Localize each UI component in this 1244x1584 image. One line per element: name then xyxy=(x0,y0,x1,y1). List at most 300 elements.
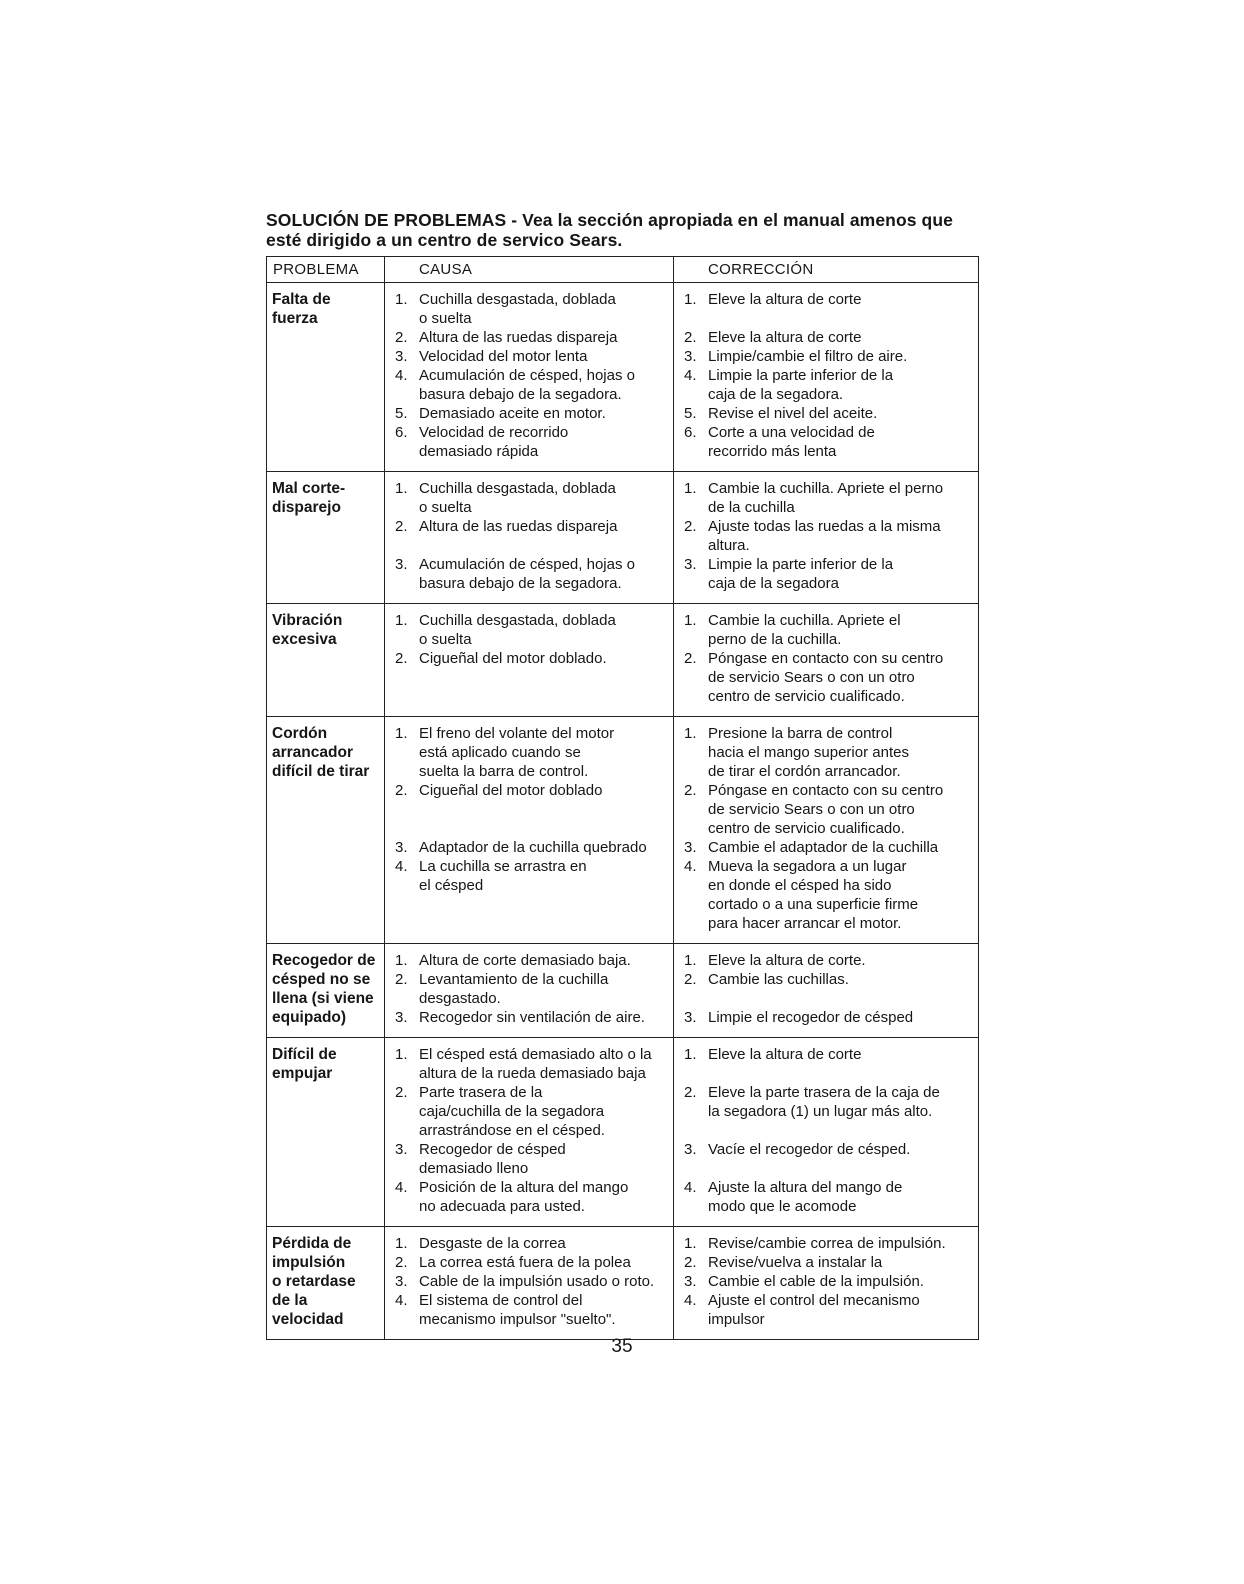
item-text-line: Limpie/cambie el filtro de aire. xyxy=(708,348,908,365)
item-number: 1. xyxy=(395,480,408,497)
item-text xyxy=(708,951,974,970)
item-text-line: de servicio Sears o con un otro xyxy=(708,669,915,686)
problem-text: empujar xyxy=(272,1065,333,1082)
cause-cell xyxy=(385,604,674,717)
item-number: 2. xyxy=(395,518,408,535)
cause-item xyxy=(391,1272,669,1291)
item-text-line: altura de la rueda demasiado baja xyxy=(419,1065,646,1082)
table-header-row xyxy=(267,257,979,283)
table-row xyxy=(267,604,979,717)
item-number: 1. xyxy=(684,291,697,308)
item-text-line: desgastado. xyxy=(419,990,501,1007)
cause-item xyxy=(391,781,669,838)
item-text-line xyxy=(708,1064,974,1083)
problem-text: de la xyxy=(272,1292,308,1309)
item-text-line: suelta la barra de control. xyxy=(419,763,589,780)
item-text xyxy=(419,290,669,328)
item-text xyxy=(419,1045,669,1083)
problem-text: disparejo xyxy=(272,499,341,516)
item-text xyxy=(419,1272,669,1291)
item-number: 1. xyxy=(395,1046,408,1063)
item-number: 1. xyxy=(395,612,408,629)
correction-item xyxy=(680,1008,974,1027)
item-text-line: de tirar el cordón arrancador. xyxy=(708,763,901,780)
item-number: 3. xyxy=(684,1273,697,1290)
item-number: 4. xyxy=(395,367,408,384)
item-text-line: o suelta xyxy=(419,310,472,327)
item-text-line xyxy=(419,895,669,914)
item-text-line: Adaptador de la cuchilla quebrado xyxy=(419,839,647,856)
item-text-line: Parte trasera de la xyxy=(419,1084,543,1101)
item-text xyxy=(708,366,974,404)
cause-item xyxy=(391,1291,669,1329)
item-text-line: no adecuada para usted. xyxy=(419,1198,585,1215)
problem-text: Difícil de xyxy=(272,1046,337,1063)
problem-text: Cordón xyxy=(272,725,328,742)
cause-item xyxy=(391,1253,669,1272)
item-text-line xyxy=(419,536,669,555)
item-text-line: Eleve la altura de corte xyxy=(708,1046,862,1063)
item-text-line: Levantamiento de la cuchilla xyxy=(419,971,609,988)
item-text-line: Vacíe el recogedor de césped. xyxy=(708,1141,911,1158)
item-text xyxy=(419,366,669,404)
item-text-line: Revise/cambie correa de impulsión. xyxy=(708,1235,946,1252)
correction-item xyxy=(680,857,974,933)
item-text xyxy=(419,555,669,593)
correction-item xyxy=(680,1291,974,1329)
item-text-line: caja de la segadora xyxy=(708,575,839,592)
item-text xyxy=(708,1178,974,1216)
item-text xyxy=(708,838,974,857)
item-text-line: Ajuste todas las ruedas a la misma xyxy=(708,518,941,535)
correction-item xyxy=(680,347,974,366)
table-row xyxy=(267,1038,979,1227)
item-text-line: Póngase en contacto con su centro xyxy=(708,650,944,667)
correction-item xyxy=(680,649,974,706)
item-text-line: Limpie el recogedor de césped xyxy=(708,1009,914,1026)
item-text-line: en donde el césped ha sido xyxy=(708,877,892,894)
item-text xyxy=(708,328,974,347)
item-text-line: el césped xyxy=(419,877,484,894)
item-text xyxy=(419,1008,669,1027)
header-problem: PROBLEMA xyxy=(267,257,385,283)
item-number: 2. xyxy=(395,971,408,988)
item-text-line: Recogedor de césped xyxy=(419,1141,566,1158)
problem-cell xyxy=(267,472,385,604)
correction-cell xyxy=(674,604,979,717)
item-text-line: altura. xyxy=(708,537,750,554)
item-number: 4. xyxy=(684,1292,697,1309)
item-text-line: Desgaste de la correa xyxy=(419,1235,566,1252)
item-number: 2. xyxy=(395,1254,408,1271)
item-text-line: Cambie la cuchilla. Apriete el xyxy=(708,612,901,629)
correction-item xyxy=(680,611,974,649)
item-text-line: o suelta xyxy=(419,499,472,516)
item-number: 2. xyxy=(684,782,697,799)
item-text-line: de la cuchilla xyxy=(708,499,795,516)
header-correction: CORRECCIÓN xyxy=(674,257,979,283)
correction-item xyxy=(680,366,974,404)
item-text xyxy=(708,1008,974,1027)
item-number: 1. xyxy=(395,952,408,969)
item-number: 1. xyxy=(395,291,408,308)
header-cause: CAUSA xyxy=(385,257,674,283)
cause-item xyxy=(391,724,669,781)
item-text-line xyxy=(708,1121,974,1140)
item-text-line: Acumulación de césped, hojas o xyxy=(419,367,635,384)
item-text xyxy=(708,1083,974,1140)
item-number: 1. xyxy=(684,1046,697,1063)
item-text xyxy=(708,1272,974,1291)
item-text-line: o suelta xyxy=(419,631,472,648)
item-text-line: Limpie la parte inferior de la xyxy=(708,556,894,573)
problem-text: excesiva xyxy=(272,631,337,648)
item-number: 1. xyxy=(684,612,697,629)
problem-text: o retardase xyxy=(272,1273,356,1290)
item-text-line: Limpie la parte inferior de la xyxy=(708,367,894,384)
item-text-line xyxy=(708,989,974,1008)
item-text-line: basura debajo de la segadora. xyxy=(419,575,622,592)
table-body xyxy=(267,283,979,1340)
cause-item xyxy=(391,951,669,970)
item-text xyxy=(708,1234,974,1253)
item-text-line: Cuchilla desgastada, doblada xyxy=(419,612,616,629)
item-text-line: La correa está fuera de la polea xyxy=(419,1254,631,1271)
item-text-line: arrastrándose en el césped. xyxy=(419,1122,605,1139)
correction-item xyxy=(680,555,974,593)
cause-cell xyxy=(385,1227,674,1340)
item-number: 2. xyxy=(684,650,697,667)
item-number: 3. xyxy=(684,839,697,856)
item-number: 5. xyxy=(395,405,408,422)
cause-item xyxy=(391,366,669,404)
item-text xyxy=(419,1253,669,1272)
item-text-line: Ajuste el control del mecanismo xyxy=(708,1292,920,1309)
item-text-line: Ajuste la altura del mango de xyxy=(708,1179,903,1196)
item-number: 4. xyxy=(395,1179,408,1196)
item-number: 2. xyxy=(684,329,697,346)
correction-cell xyxy=(674,1038,979,1227)
table-row xyxy=(267,1227,979,1340)
problem-text: equipado) xyxy=(272,1009,347,1026)
item-text-line: Altura de las ruedas dispareja xyxy=(419,518,618,535)
problem-cell xyxy=(267,1227,385,1340)
item-text-line xyxy=(419,800,669,819)
item-text-line: Acumulación de césped, hojas o xyxy=(419,556,635,573)
item-number: 3. xyxy=(684,556,697,573)
item-text xyxy=(708,347,974,366)
problem-text: Pérdida de xyxy=(272,1235,352,1252)
problem-text: césped no se xyxy=(272,971,371,988)
item-text xyxy=(708,423,974,461)
item-text-line: Cambie el cable de la impulsión. xyxy=(708,1273,924,1290)
item-text xyxy=(419,1140,669,1178)
problem-text: difícil de tirar xyxy=(272,763,370,780)
item-text-line: Altura de las ruedas dispareja xyxy=(419,329,618,346)
correction-item xyxy=(680,951,974,970)
cause-item xyxy=(391,404,669,423)
item-number: 3. xyxy=(684,1141,697,1158)
cause-cell xyxy=(385,944,674,1038)
item-text xyxy=(708,1291,974,1329)
item-text xyxy=(708,290,974,328)
item-text-line: Cuchilla desgastada, doblada xyxy=(419,291,616,308)
item-number: 5. xyxy=(684,405,697,422)
cause-cell xyxy=(385,717,674,944)
table-row xyxy=(267,283,979,472)
item-text xyxy=(708,857,974,933)
item-number: 3. xyxy=(395,1273,408,1290)
correction-item xyxy=(680,404,974,423)
problem-text: Recogedor de xyxy=(272,952,376,969)
item-number: 2. xyxy=(395,782,408,799)
item-text-line: Velocidad de recorrido xyxy=(419,424,569,441)
item-number: 1. xyxy=(684,952,697,969)
correction-item xyxy=(680,423,974,461)
item-text-line: Cuchilla desgastada, doblada xyxy=(419,480,616,497)
correction-item xyxy=(680,517,974,555)
problem-cell xyxy=(267,604,385,717)
item-number: 1. xyxy=(684,1235,697,1252)
item-text xyxy=(419,1178,669,1216)
cause-item xyxy=(391,517,669,555)
item-text-line xyxy=(708,1159,974,1178)
item-text-line: Revise/vuelva a instalar la xyxy=(708,1254,883,1271)
item-text xyxy=(708,970,974,1008)
cause-cell xyxy=(385,1038,674,1227)
item-text-line: Eleve la altura de corte. xyxy=(708,952,866,969)
problem-text: Falta de xyxy=(272,291,331,308)
item-text-line: perno de la cuchilla. xyxy=(708,631,842,648)
page-number: 35 xyxy=(611,1336,633,1357)
item-text-line: para hacer arrancar el motor. xyxy=(708,915,902,932)
item-text-line: hacia el mango superior antes xyxy=(708,744,909,761)
item-number: 2. xyxy=(684,1084,697,1101)
table-row xyxy=(267,944,979,1038)
item-text-line: Posición de la altura del mango xyxy=(419,1179,629,1196)
cause-item xyxy=(391,857,669,933)
cause-item xyxy=(391,970,669,1008)
item-text-line: caja de la segadora. xyxy=(708,386,844,403)
item-text xyxy=(708,611,974,649)
item-number: 3. xyxy=(395,556,408,573)
item-text xyxy=(708,1253,974,1272)
item-text xyxy=(708,517,974,555)
correction-cell xyxy=(674,472,979,604)
item-text xyxy=(419,951,669,970)
problem-cell xyxy=(267,1038,385,1227)
cause-item xyxy=(391,1140,669,1178)
item-text xyxy=(419,838,669,857)
item-text xyxy=(419,1291,669,1329)
item-text-line xyxy=(708,309,974,328)
item-text xyxy=(419,347,669,366)
correction-item xyxy=(680,1140,974,1178)
item-text-line: Cambie el adaptador de la cuchilla xyxy=(708,839,939,856)
item-text xyxy=(708,404,974,423)
item-text xyxy=(419,517,669,555)
problem-cell xyxy=(267,717,385,944)
cause-item xyxy=(391,1045,669,1083)
cause-item xyxy=(391,838,669,857)
item-text-line: Presione la barra de control xyxy=(708,725,893,742)
item-number: 3. xyxy=(684,1009,697,1026)
problem-text: velocidad xyxy=(272,1311,344,1328)
item-number: 4. xyxy=(684,858,697,875)
item-text-line: Velocidad del motor lenta xyxy=(419,348,588,365)
item-text-line: está aplicado cuando se xyxy=(419,744,581,761)
item-text-line: centro de servicio cualificado. xyxy=(708,688,905,705)
item-text-line: El sistema de control del xyxy=(419,1292,583,1309)
item-text xyxy=(419,1083,669,1140)
correction-cell xyxy=(674,283,979,472)
cause-item xyxy=(391,1178,669,1216)
troubleshooting-table xyxy=(266,256,979,1340)
item-number: 4. xyxy=(684,367,697,384)
item-text-line: demasiado rápida xyxy=(419,443,539,460)
item-text-line: Eleve la altura de corte xyxy=(708,329,862,346)
item-number: 1. xyxy=(395,1235,408,1252)
item-text-line: Cigueñal del motor doblado. xyxy=(419,650,607,667)
item-text xyxy=(419,970,669,1008)
item-text xyxy=(708,649,974,706)
item-text-line: recorrido más lenta xyxy=(708,443,837,460)
item-number: 3. xyxy=(395,348,408,365)
correction-item xyxy=(680,1178,974,1216)
item-text-line: El césped está demasiado alto o la xyxy=(419,1046,652,1063)
item-text-line xyxy=(419,819,669,838)
problem-text: impulsión xyxy=(272,1254,346,1271)
item-number: 4. xyxy=(395,858,408,875)
item-text xyxy=(419,328,669,347)
correction-item xyxy=(680,328,974,347)
correction-item xyxy=(680,290,974,328)
item-text-line: modo que le acomode xyxy=(708,1198,857,1215)
correction-item xyxy=(680,479,974,517)
cause-item xyxy=(391,611,669,649)
item-text xyxy=(708,781,974,838)
correction-item xyxy=(680,838,974,857)
item-number: 6. xyxy=(684,424,697,441)
item-text-line: Cable de la impulsión usado o roto. xyxy=(419,1273,655,1290)
item-text-line: Demasiado aceite en motor. xyxy=(419,405,606,422)
item-text-line: Corte a una velocidad de xyxy=(708,424,875,441)
item-text xyxy=(419,404,669,423)
problem-text: Mal corte- xyxy=(272,480,346,497)
item-text xyxy=(419,649,669,668)
item-number: 4. xyxy=(395,1292,408,1309)
cause-item xyxy=(391,555,669,593)
item-text-line: Recogedor sin ventilación de aire. xyxy=(419,1009,645,1026)
cause-item xyxy=(391,347,669,366)
cause-item xyxy=(391,1083,669,1140)
table-row xyxy=(267,472,979,604)
correction-item xyxy=(680,1234,974,1253)
item-text xyxy=(419,611,669,649)
heading-line-1: SOLUCIÓN DE PROBLEMAS - Vea la sección apropiada en el manual amenos que xyxy=(266,210,953,230)
item-text-line: Mueva la segadora a un lugar xyxy=(708,858,907,875)
correction-cell xyxy=(674,944,979,1038)
problem-text: arrancador xyxy=(272,744,353,761)
correction-item xyxy=(680,781,974,838)
item-number: 6. xyxy=(395,424,408,441)
item-number: 1. xyxy=(395,725,408,742)
item-text-line: Cigueñal del motor doblado xyxy=(419,782,603,799)
problem-text: llena (si viene xyxy=(272,990,374,1007)
problem-text: fuerza xyxy=(272,310,318,327)
correction-cell xyxy=(674,1227,979,1340)
item-number: 2. xyxy=(684,1254,697,1271)
item-text-line: demasiado lleno xyxy=(419,1160,529,1177)
item-number: 2. xyxy=(395,329,408,346)
item-text-line: basura debajo de la segadora. xyxy=(419,386,622,403)
problem-cell xyxy=(267,944,385,1038)
correction-cell xyxy=(674,717,979,944)
item-text-line: Póngase en contacto con su centro xyxy=(708,782,944,799)
item-text xyxy=(419,724,669,781)
item-text-line: Eleve la parte trasera de la caja de xyxy=(708,1084,940,1101)
item-number: 4. xyxy=(684,1179,697,1196)
item-text-line: Cambie las cuchillas. xyxy=(708,971,849,988)
table-row xyxy=(267,717,979,944)
item-number: 1. xyxy=(684,480,697,497)
item-text-line: Cambie la cuchilla. Apriete el perno xyxy=(708,480,944,497)
cause-item xyxy=(391,423,669,461)
item-number: 2. xyxy=(395,1084,408,1101)
cause-item xyxy=(391,649,669,668)
heading-line-2: esté dirigido a un centro de servico Sears. xyxy=(266,230,623,250)
item-text xyxy=(419,1234,669,1253)
correction-item xyxy=(680,970,974,1008)
cause-item xyxy=(391,290,669,328)
correction-item xyxy=(680,1272,974,1291)
item-text-line: La cuchilla se arrastra en xyxy=(419,858,587,875)
item-text-line: centro de servicio cualificado. xyxy=(708,820,905,837)
cause-item xyxy=(391,1234,669,1253)
item-text-line: Revise el nivel del aceite. xyxy=(708,405,878,422)
item-text-line: impulsor xyxy=(708,1311,765,1328)
item-text-line xyxy=(419,914,669,933)
item-text-line: mecanismo impulsor "suelto". xyxy=(419,1311,616,1328)
correction-item xyxy=(680,724,974,781)
item-number: 1. xyxy=(684,725,697,742)
correction-item xyxy=(680,1253,974,1272)
item-text-line: Eleve la altura de corte xyxy=(708,291,862,308)
cause-item xyxy=(391,1008,669,1027)
item-number: 3. xyxy=(395,839,408,856)
problem-cell xyxy=(267,283,385,472)
item-text xyxy=(708,1045,974,1083)
item-number: 2. xyxy=(684,518,697,535)
item-text xyxy=(708,724,974,781)
item-text xyxy=(708,1140,974,1178)
item-text xyxy=(419,479,669,517)
item-text xyxy=(419,857,669,933)
cause-cell xyxy=(385,472,674,604)
item-text xyxy=(419,781,669,838)
item-text xyxy=(708,479,974,517)
item-text-line: la segadora (1) un lugar más alto. xyxy=(708,1103,933,1120)
item-text xyxy=(419,423,669,461)
item-number: 3. xyxy=(395,1009,408,1026)
item-text-line: caja/cuchilla de la segadora xyxy=(419,1103,605,1120)
item-number: 2. xyxy=(395,650,408,667)
item-text xyxy=(708,555,974,593)
item-text-line: Altura de corte demasiado baja. xyxy=(419,952,631,969)
cause-cell xyxy=(385,283,674,472)
problem-text: Vibración xyxy=(272,612,343,629)
item-text-line: de servicio Sears o con un otro xyxy=(708,801,915,818)
